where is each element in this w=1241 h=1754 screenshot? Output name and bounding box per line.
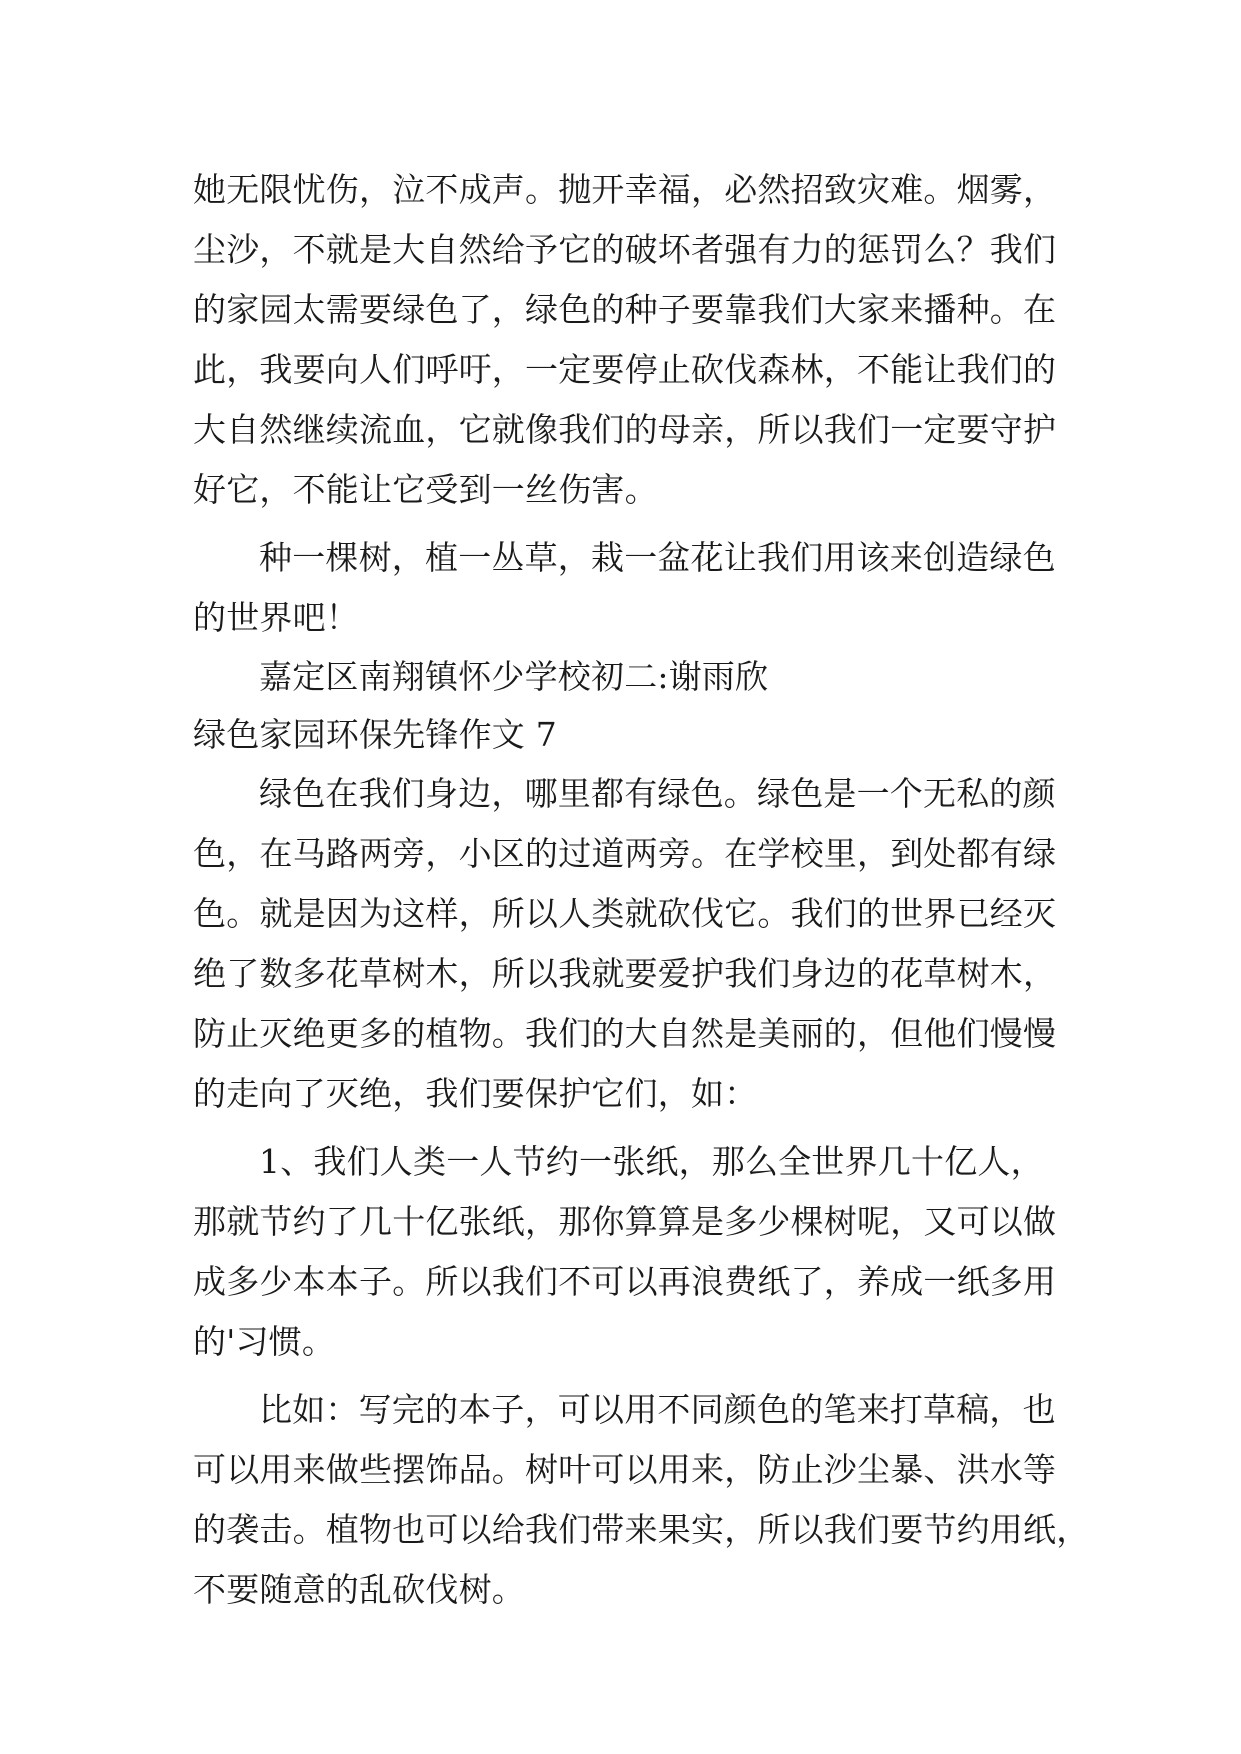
- paragraph-line: 的走向了灭绝，我们要保护它们，如：: [193, 1074, 758, 1113]
- paragraph-line: 绝了数多花草树木，所以我就要爱护我们身边的花草树木，: [193, 954, 1057, 993]
- paragraph-line: 不要随意的乱砍伐树。: [193, 1570, 525, 1609]
- document-page: [193, 160, 1090, 1620]
- paragraph-line: 的家园太需要绿色了，绿色的种子要靠我们大家来播种。在: [193, 290, 1057, 329]
- paragraph-line: 的袭击。植物也可以给我们带来果实，所以我们要节约用纸，: [193, 1510, 1090, 1549]
- paragraph-line: 比如：写完的本子，可以用不同颜色的笔来打草稿，也: [259, 1390, 1056, 1429]
- paragraph-line: 此，我要向人们呼吁，一定要停止砍伐森林，不能让我们的: [193, 350, 1057, 389]
- paragraph-line: 好它，不能让它受到一丝伤害。: [193, 470, 658, 509]
- paragraph-line: 可以用来做些摆饰品。树叶可以用来，防止沙尘暴、洪水等: [193, 1450, 1057, 1489]
- paragraph-line: 色。就是因为这样，所以人类就砍伐它。我们的世界已经灭: [193, 894, 1057, 933]
- paragraph-line: 色，在马路两旁，小区的过道两旁。在学校里，到处都有绿: [193, 834, 1057, 873]
- paragraph-line: 成多少本本子。所以我们不可以再浪费纸了，养成一纸多用: [193, 1262, 1057, 1301]
- paragraph-line: 绿色在我们身边，哪里都有绿色。绿色是一个无私的颜: [259, 774, 1056, 813]
- paragraph-line: 尘沙，不就是大自然给予它的破坏者强有力的惩罚么？我们: [193, 230, 1057, 269]
- paragraph-line: 她无限忧伤，泣不成声。抛开幸福，必然招致灾难。烟雾，: [193, 170, 1057, 209]
- author-signature: 嘉定区南翔镇怀少学校初二:谢雨欣: [259, 657, 769, 696]
- paragraph-line: 1、我们人类一人节约一张纸，那么全世界几十亿人，: [259, 1142, 1044, 1181]
- paragraph-line: 种一棵树，植一丛草，栽一盆花让我们用该来创造绿色: [259, 538, 1056, 577]
- paragraph-line: 那就节约了几十亿张纸，那你算算是多少棵树呢，又可以做: [193, 1202, 1057, 1241]
- paragraph-line: 的'习惯。: [193, 1322, 336, 1361]
- paragraph-line: 的世界吧！: [193, 598, 359, 637]
- paragraph-line: 大自然继续流血，它就像我们的母亲，所以我们一定要守护: [193, 410, 1057, 449]
- paragraph-line: 防止灭绝更多的植物。我们的大自然是美丽的，但他们慢慢: [193, 1014, 1057, 1053]
- section-title: 绿色家园环保先锋作文 7: [193, 715, 557, 754]
